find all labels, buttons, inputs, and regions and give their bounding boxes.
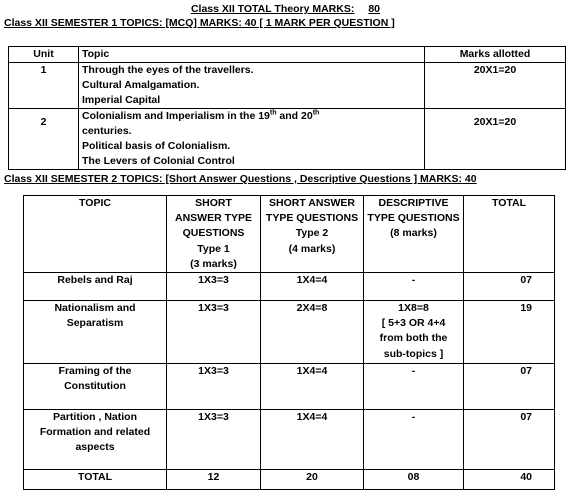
sa1-cell: 1X3=3 [167, 410, 261, 470]
unit-header: Unit [9, 47, 79, 63]
topic-line: Colonialism and Imperialism in the 19th and 20th [82, 109, 320, 122]
topic-header: Topic [79, 47, 425, 63]
sa1-cell: 1X3=3 [167, 301, 261, 364]
topic-line: Imperial Capital [82, 94, 161, 106]
sa1-total-cell: 12 [167, 470, 261, 490]
marks-cell: 20X1=20 [425, 63, 566, 109]
table-header-row [24, 196, 555, 273]
topic-cell: Framing of the Constitution [24, 364, 167, 410]
total-label-cell: TOTAL [24, 470, 167, 490]
topic-cell: Nationalism and Separatism [24, 301, 167, 364]
sa1-cell: 1X3=3 [167, 364, 261, 410]
sa2-cell: 1X4=4 [261, 410, 364, 470]
semester-2-heading: Class XII SEMESTER 2 TOPICS: [Short Answer Questions , Descriptive Questions ] MARKS: 40 [4, 173, 477, 185]
marks-cell: 20X1=20 [425, 109, 566, 170]
semester-1-table [8, 46, 566, 170]
topic-cell [79, 63, 425, 109]
table-row [24, 364, 555, 410]
topic-line: Cultural Amalgamation. [82, 79, 200, 91]
descriptive-header: DESCRIPTIVE TYPE QUESTIONS (8 marks) [364, 196, 464, 273]
total-cell: 07 [464, 410, 555, 470]
topic-cell: Partition , Nation Formation and related aspects [24, 410, 167, 470]
short-answer-type1-header: SHORT ANSWER TYPE QUESTIONS Type 1 (3 marks) [167, 196, 261, 273]
unit-cell: 2 [9, 109, 79, 170]
marks-header: Marks allotted [425, 47, 566, 63]
grand-total-cell: 40 [464, 470, 555, 490]
total-cell: 07 [464, 364, 555, 410]
semester-2-table [23, 195, 555, 490]
desc-total-cell: 08 [364, 470, 464, 490]
total-header: TOTAL [464, 196, 555, 273]
sa2-cell: 1X4=4 [261, 364, 364, 410]
sa2-cell: 2X4=8 [261, 301, 364, 364]
desc-cell: - [364, 364, 464, 410]
topic-line: Through the eyes of the travellers. [82, 64, 254, 76]
title-label: Class XII TOTAL Theory MARKS: [190, 3, 355, 15]
sa2-total-cell: 20 [261, 470, 364, 490]
sa2-cell: 1X4=4 [261, 273, 364, 301]
topic-line: The Levers of Colonial Control [82, 155, 235, 167]
table-row [9, 109, 566, 170]
table-row [24, 273, 555, 301]
topic-cell [79, 109, 425, 170]
topic-line: centuries. [82, 125, 132, 137]
topic-header: TOPIC [24, 196, 167, 273]
short-answer-type2-header: SHORT ANSWER TYPE QUESTIONS Type 2 (4 marks) [261, 196, 364, 273]
desc-cell: - [364, 273, 464, 301]
table-row [24, 301, 555, 364]
desc-cell: - [364, 410, 464, 470]
topic-cell: Rebels and Raj [24, 273, 167, 301]
page-title [0, 2, 571, 17]
unit-cell: 1 [9, 63, 79, 109]
table-row [24, 410, 555, 470]
title-total-marks: 80 [368, 3, 381, 15]
desc-cell: 1X8=8 [ 5+3 OR 4+4 from both the sub-topics ] [364, 301, 464, 364]
total-cell: 07 [464, 273, 555, 301]
total-cell: 19 [464, 301, 555, 364]
table-header-row [9, 47, 566, 63]
table-row [9, 63, 566, 109]
sa1-cell: 1X3=3 [167, 273, 261, 301]
semester-1-heading: Class XII SEMESTER 1 TOPICS: [MCQ] MARKS: 40 [ 1 MARK PER QUESTION ] [4, 17, 395, 29]
table-total-row [24, 470, 555, 490]
topic-line: Political basis of Colonialism. [82, 140, 231, 152]
